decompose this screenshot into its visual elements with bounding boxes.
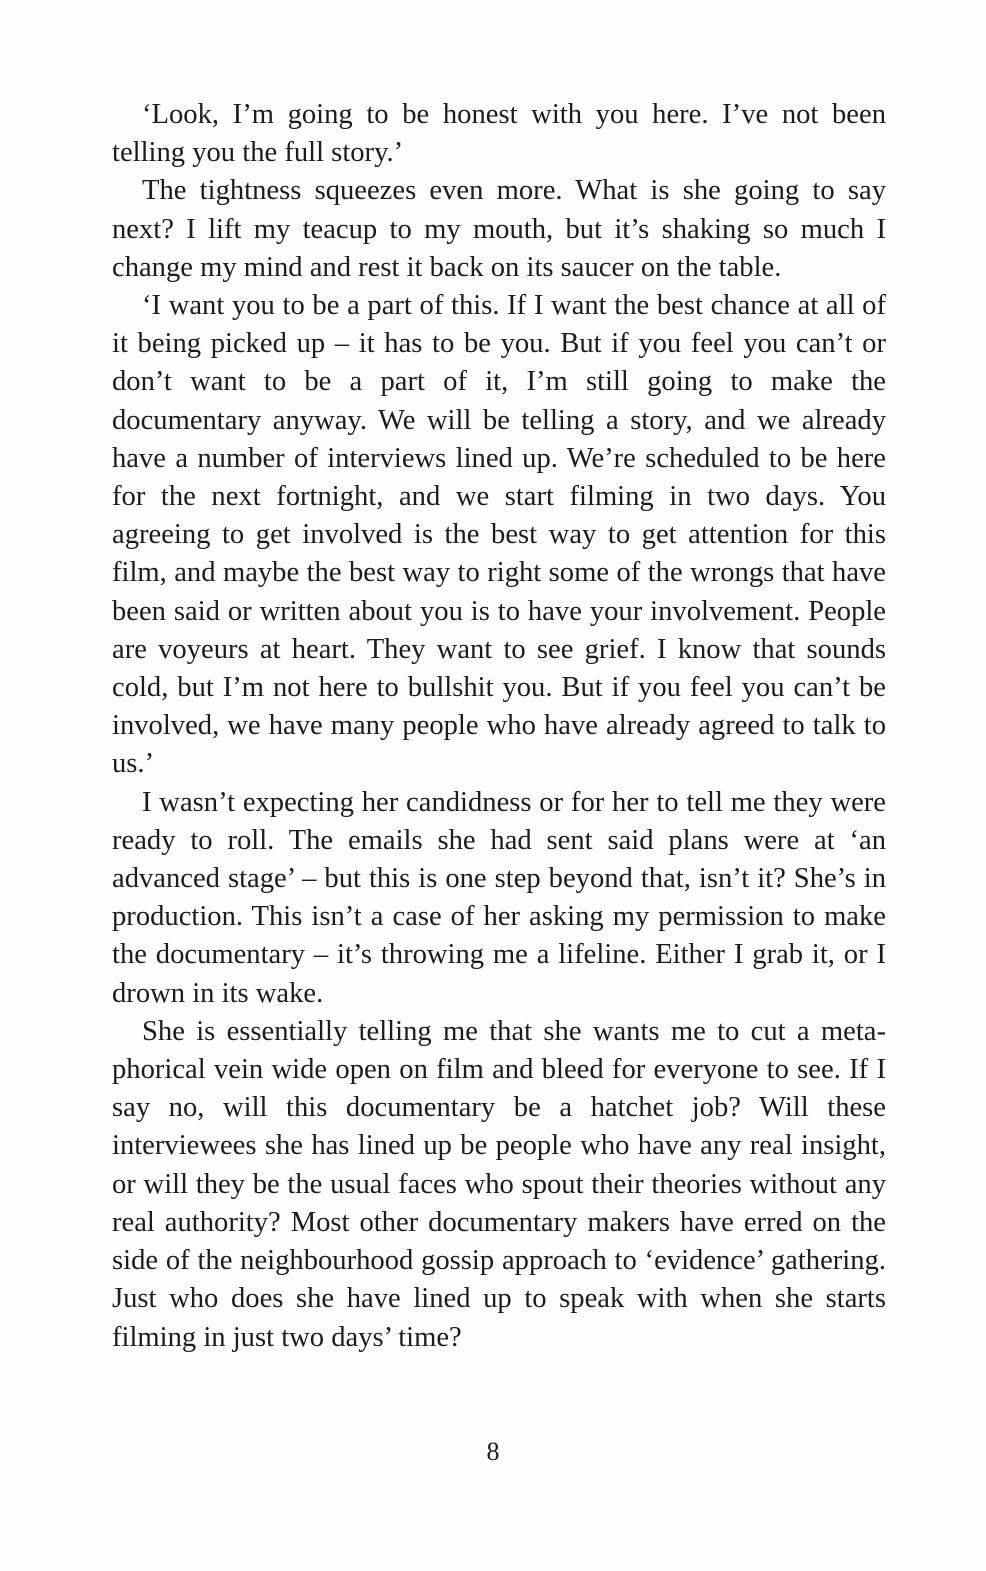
paragraph-1: ‘Look, I’m going to be honest with you here. I’ve not been telling you the full story.’ [112, 99, 886, 169]
paragraph-2: The tightness squeezes even more. What is she going to say next? I lift my teacup to my mouth, but it’s shaking so much I change my mind and rest it back on its saucer on the table. [112, 175, 886, 283]
page-number: 8 [486, 1437, 500, 1466]
paragraph-4: I wasn’t expecting her candidness or for her to tell me they were ready to roll. The emails she had sent said plans were at ‘an advanced stage’ – but this is one step beyond that, isn’t it? She’s in production. This isn’t a case of her asking my permission to make the documentary – it’s throwing me a lifeline. Either I grab it, or I drown in its wake. [112, 786, 886, 1009]
paragraph-3: ‘I want you to be a part of this. If I want the best chance at all of it being picked up – it has to be you. But if you feel you can’t or don’t want to be a part of it, I’m still going to make the documentary anyway. We will be telling a story, and we already have a number of interviews lined up. We’re scheduled to be here for the next fortnight, and we start filming in two days. You agreeing to get involved is the best way to get attention for this film, and maybe the best way to right some of the wrongs that have been said or written about you is to have your involvement. People are voyeurs at heart. They want to see grief. I know that sounds cold, but I’m not here to bullshit you. But if you feel you can’t be involved, we have many people who have already agreed to talk to us.’ [112, 290, 886, 780]
body-text [112, 96, 886, 1357]
paragraph-5: She is essentially telling me that she wants me to cut a metaphorical vein wide open on film and bleed for everyone to see. If I say no, will this documentary be a hatchet job? Will these interviewees she has lined up be people who have any real insight, or will they be the usual faces who spout their theories without any real authority? Most other documentary makers have erred on the side of the neighbourhood gossip approach to ‘evidence’ gathering. Just who does she have lined up to speak with when she starts filming in just two days’ time? [112, 1015, 886, 1353]
